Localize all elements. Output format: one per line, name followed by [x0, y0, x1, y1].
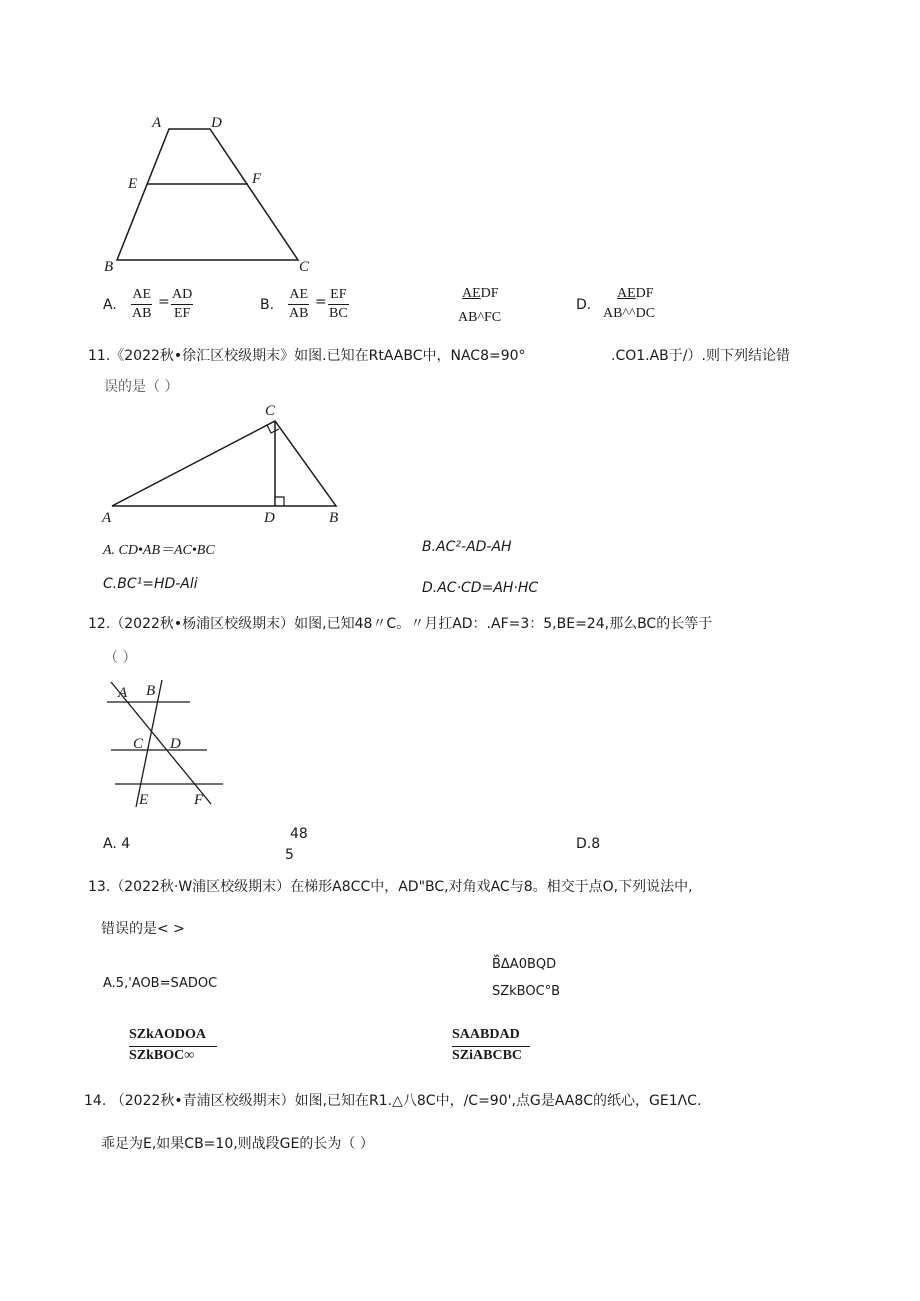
fraction-bar: [129, 1046, 217, 1047]
label-c: C: [133, 736, 144, 752]
q12-stem-line2: （ ）: [104, 650, 137, 666]
q10-option-d-bottom: AB^^DC: [603, 306, 656, 321]
q13-option-b-bottom: SZkBOC°B: [492, 984, 561, 999]
q14-stem-line1: 14. （2022秋•青浦区校级期末）如图,已知在R1.△八8C中，/C=90',点G是AA8C的纸心，GE1ΛC.: [84, 1093, 702, 1109]
label-a: A: [102, 510, 112, 526]
q13-option-d-bottom: SZiABCBC: [452, 1048, 523, 1063]
frac-den: AB: [132, 306, 152, 321]
label-c: C: [265, 403, 276, 419]
rest-part: DF: [635, 286, 654, 301]
trapezoid-figure: [95, 108, 335, 278]
label-b: B: [104, 259, 114, 275]
q12-stem-line1: 12.（2022秋•杨浦区校级期末）如图,已知48〃C。〃月扛AD：.AF=3：5,BE=24,那么BC的长等于: [88, 616, 713, 632]
q14-stem-line2: 乖足为E,如果CB=10,则战段GE的长为（ ）: [101, 1136, 374, 1152]
q10-option-d-letter: D.: [576, 297, 592, 313]
q11-stem-line1-left: 11.《2022秋•徐汇区校级期末》如图.已知在RtAABC中，NAC8=90°: [88, 348, 526, 364]
q11-option-a: A. CD•AB＝AC•BC: [103, 543, 215, 558]
frac-num: AE: [288, 286, 309, 305]
label-a: A: [152, 115, 162, 131]
q12-option-b-den: 5: [285, 847, 294, 863]
q13-option-d-top: SAABDAD: [452, 1027, 520, 1042]
q13-stem-line2: 错误的是< >: [101, 921, 185, 937]
frac-den: BC: [329, 306, 348, 321]
q10-option-b-letter: B.: [260, 297, 275, 313]
frac-num: EF: [328, 286, 349, 305]
q12-option-a: A. 4: [103, 836, 131, 852]
label-b: B: [146, 683, 156, 699]
equals-sign: =: [158, 294, 170, 310]
q13-option-b-top: B᷈ΔA0BQD: [492, 957, 557, 972]
label-f: F: [252, 171, 262, 187]
frac-num: AE: [131, 286, 152, 305]
q10-option-a-frac1: [131, 286, 152, 323]
frac-num: AD: [171, 286, 193, 305]
q11-option-c: C.BC¹=HD-Ali: [103, 576, 198, 592]
label-b: B: [329, 510, 339, 526]
q11-option-b: B.AC²-AD-AH: [422, 539, 512, 555]
label-d: D: [170, 736, 181, 752]
label-a: A: [118, 685, 128, 701]
label-d: D: [264, 510, 275, 526]
underlined-part: AE: [617, 286, 636, 301]
right-triangle-figure: [95, 398, 355, 528]
frac-den: AB: [289, 306, 309, 321]
q13-option-c-bottom: SZkBOC∞: [129, 1048, 195, 1063]
q13-stem-line1: 13.（2022秋·W浦区校级期末）在梯形A8CC中，AD"BC,对角戏AC与8。相交于点O,下列说法中,: [88, 879, 693, 895]
frac-den: EF: [173, 306, 191, 321]
q10-option-d-top: [617, 286, 654, 302]
q10-option-b-frac1: [288, 286, 309, 323]
label-d: D: [211, 115, 222, 131]
q10-option-a-letter: A.: [103, 297, 117, 313]
q10-option-b-frac2: [328, 286, 349, 323]
parallel-lines-figure: [95, 672, 235, 812]
label-e: E: [139, 792, 149, 808]
q10-option-c-bottom: AB^FC: [458, 310, 502, 325]
label-e: E: [128, 176, 138, 192]
rest-part: DF: [480, 286, 499, 301]
equals-sign: =: [315, 294, 327, 310]
underlined-part: AE: [462, 286, 481, 301]
q12-option-d: D.8: [576, 836, 601, 852]
q10-option-a-frac2: [171, 286, 193, 323]
q11-stem-line2: 误的是（ ）: [104, 379, 179, 395]
q11-option-d: D.AC·CD=AH·HC: [422, 580, 539, 594]
q12-option-b-num: 48: [290, 826, 308, 842]
label-c: C: [299, 259, 310, 275]
label-f: F: [194, 792, 204, 808]
q11-option-d-clip: [422, 580, 622, 594]
q10-option-c-top: [462, 286, 499, 302]
q13-option-a: A.5,'AOB=SADOC: [103, 976, 218, 991]
q13-option-c-top: SZkAODOA: [129, 1027, 207, 1042]
q11-stem-line1-right: .CO1.AB于/）.则下列结论错: [611, 348, 790, 364]
fraction-bar: [452, 1046, 530, 1047]
